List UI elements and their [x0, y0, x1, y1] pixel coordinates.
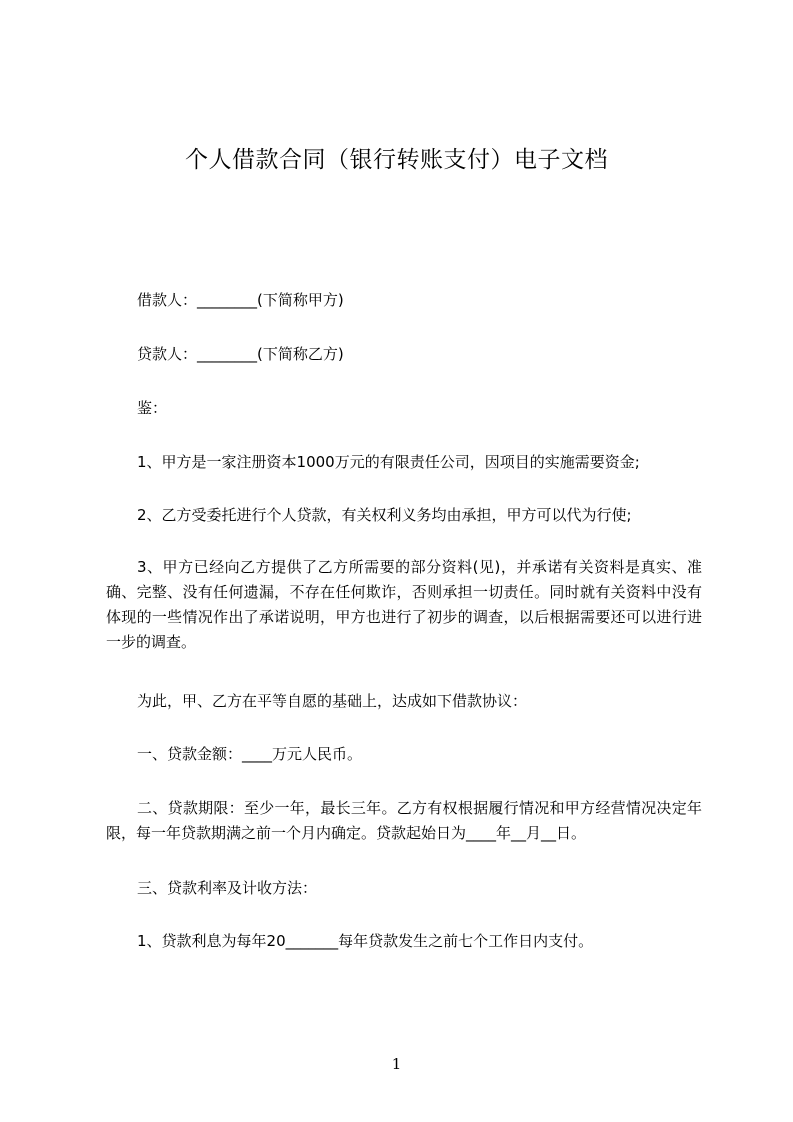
document-title: 个人借款合同（银行转账支付）电子文档 — [185, 147, 608, 173]
agreement-intro: 为此，甲、乙方在平等自愿的基础上，达成如下借款协议： — [137, 692, 528, 710]
clause-interest-1: 1、贷款利息为每年20_______每年贷款发生之前七个工作日内支付。 — [137, 932, 594, 950]
lender-line: 贷款人：________(下简称乙方) — [137, 345, 344, 363]
recital-1: 1、甲方是一家注册资本1000万元的有限责任公司，因项目的实施需要资金; — [137, 453, 640, 471]
page-number: 1 — [391, 1055, 402, 1073]
whereas-heading: 鉴： — [137, 399, 168, 417]
borrower-line: 借款人：________(下简称甲方) — [137, 291, 344, 309]
recital-2: 2、乙方受委托进行个人贷款，有关权利义务均由承担，甲方可以代为行使; — [137, 506, 632, 524]
clause-loan-amount: 一、贷款金额：____万元人民币。 — [137, 745, 363, 763]
clause-interest-heading: 三、贷款利率及计收方法： — [137, 879, 318, 897]
clause-loan-term: 二、贷款期限：至少一年，最长三年。乙方有权根据履行情况和甲方经营情况决定年限，每一年贷款期满之前一个月内确定。贷款起始日为____年__月__日。 — [106, 799, 702, 842]
recital-3: 3、甲方已经向乙方提供了乙方所需要的部分资料(见)，并承诺有关资料是真实、准确、完整、没有任何遗漏，不存在任何欺诈，否则承担一切责任。同时就有关资料中没有体现的一些情况作出了承诺说明，甲方也进行了初步的调查，以后根据需要还可以进行进一步的调查。 — [106, 558, 702, 651]
